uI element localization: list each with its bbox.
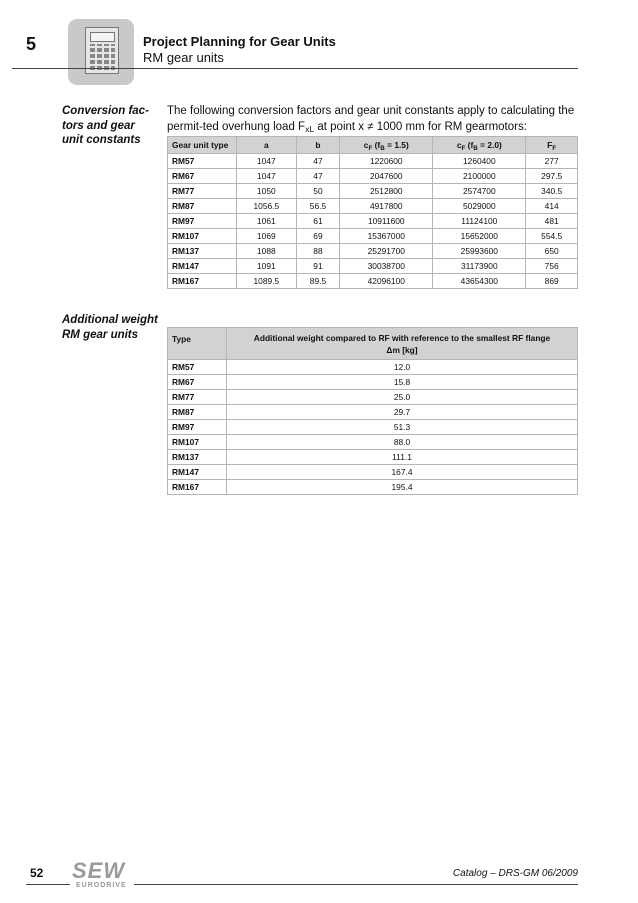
table-cell: 650 [526,244,578,259]
table-cell: 1061 [237,214,297,229]
header-weight-line1: Additional weight compared to RF with reference to the smallest RF flange [253,332,551,343]
table-cell: 51.3 [227,420,578,435]
table-cell: 11124100 [433,214,526,229]
table-cell: RM97 [168,214,237,229]
table-cell: RM67 [168,169,237,184]
table-cell: 56.5 [296,199,340,214]
table-cell: 340.5 [526,184,578,199]
table-cell: 69 [296,229,340,244]
table-cell: RM107 [168,435,227,450]
table-cell: RM97 [168,420,227,435]
table-cell: 111.1 [227,450,578,465]
table-row [168,360,578,375]
table-row [168,214,578,229]
logo-sub-text: EURODRIVE [76,882,127,889]
column-header-b: b [296,137,340,154]
table-cell: 47 [296,154,340,169]
table-cell: RM147 [168,259,237,274]
section-label-additional-weight: Additional weight RM gear units [62,314,158,341]
table-cell: RM107 [168,229,237,244]
table-cell: 88.0 [227,435,578,450]
table-row [168,375,578,390]
calculator-icon [68,19,134,85]
table-cell: 195.4 [227,480,578,495]
intro-prefix: The following conversion factors and gear unit constants apply to calculating the permit-ted overhung load F [167,105,575,133]
table-cell: RM167 [168,480,227,495]
table-cell: 167.4 [227,465,578,480]
table-cell: 1047 [237,169,297,184]
table-cell: 1056.5 [237,199,297,214]
column-header-additional-weight [227,328,578,360]
table-cell: RM67 [168,375,227,390]
table-cell: 481 [526,214,578,229]
table-cell: 414 [526,199,578,214]
footer-divider-left [26,884,70,885]
table-cell: 2574700 [433,184,526,199]
table-cell: 61 [296,214,340,229]
table-cell: 2512800 [340,184,433,199]
table-cell: RM137 [168,244,237,259]
table-row [168,229,578,244]
table-row [168,480,578,495]
table-cell: 88 [296,244,340,259]
table-cell: RM87 [168,199,237,214]
table-cell: 1091 [237,259,297,274]
table-cell: 47 [296,169,340,184]
table-cell: 15.8 [227,375,578,390]
calculator-body [85,27,119,74]
table-cell: 5029000 [433,199,526,214]
table-cell: 30038700 [340,259,433,274]
intro-suffix: at point x ≠ 1000 mm for RM gearmotors: [314,120,527,133]
table-cell: 277 [526,154,578,169]
calculator-keys [90,44,115,70]
table-cell: RM87 [168,405,227,420]
table-cell: 1050 [237,184,297,199]
intro-subscript: xL [305,123,315,134]
column-header-gear-unit-type: Gear unit type [168,137,237,154]
table-row [168,274,578,289]
table-cell: RM147 [168,465,227,480]
column-header-a: a [237,137,297,154]
weight-table-body [168,360,578,495]
table-cell: 25993600 [433,244,526,259]
table-cell: RM57 [168,360,227,375]
table-cell: RM137 [168,450,227,465]
intro-paragraph [167,104,579,135]
table-cell: 25.0 [227,390,578,405]
column-header-ff: $F_F$ [526,137,578,154]
table-cell: RM77 [168,184,237,199]
table-row [168,169,578,184]
table-row [168,405,578,420]
chapter-number: 5 [26,34,37,54]
page-subtitle: RM gear units [143,50,224,65]
section-label-conversion: Conversion fac-tors and gear unit constants [62,105,149,146]
table-cell: 756 [526,259,578,274]
table-row [168,465,578,480]
footer-divider-right [134,884,578,885]
table-cell: 1220600 [340,154,433,169]
sew-logo [72,860,134,896]
table-cell: 42096100 [340,274,433,289]
table-row [168,184,578,199]
table-cell: 29.7 [227,405,578,420]
table-row [168,199,578,214]
table-cell: 4917800 [340,199,433,214]
header-divider [12,68,578,69]
table-row [168,259,578,274]
logo-main-text: SEW [72,858,126,883]
page-number: 52 [30,866,44,880]
catalog-reference: Catalog – DRS-GM 06/2009 [452,868,578,879]
table-cell: 31173900 [433,259,526,274]
table-cell: 1088 [237,244,297,259]
table-cell: 1047 [237,154,297,169]
table-cell: 25291700 [340,244,433,259]
table-row [168,154,578,169]
conversion-factors-table [167,136,578,289]
table-cell: 1089.5 [237,274,297,289]
table-cell: 89.5 [296,274,340,289]
table-row [168,435,578,450]
table-cell: 91 [296,259,340,274]
header-weight-line2: Δm [kg] [386,344,418,355]
column-header-type: Type [168,328,227,360]
table-cell: 2100000 [433,169,526,184]
table-cell: 12.0 [227,360,578,375]
table-cell: 50 [296,184,340,199]
additional-weight-table [167,327,578,495]
table-cell: 15652000 [433,229,526,244]
conversion-table-body [168,154,578,289]
table-cell: 554.5 [526,229,578,244]
page-title: Project Planning for Gear Units [143,34,336,49]
table-row [168,450,578,465]
table-cell: RM57 [168,154,237,169]
table-row [168,420,578,435]
table-cell: 2047600 [340,169,433,184]
column-header-cf-15: $c_F$ $(f_B = 1.5)$ [340,137,433,154]
table-header-row [168,328,578,360]
table-cell: 1260400 [433,154,526,169]
column-header-cf-20: $c_F$ $(f_B = 2.0)$ [433,137,526,154]
table-cell: RM77 [168,390,227,405]
table-row [168,244,578,259]
table-header-row [168,137,578,154]
table-cell: 10911600 [340,214,433,229]
table-cell: 15367000 [340,229,433,244]
table-cell: 1069 [237,229,297,244]
table-row [168,390,578,405]
calculator-screen [90,32,115,42]
table-cell: 297.5 [526,169,578,184]
table-cell: 869 [526,274,578,289]
table-cell: 43654300 [433,274,526,289]
table-cell: RM167 [168,274,237,289]
